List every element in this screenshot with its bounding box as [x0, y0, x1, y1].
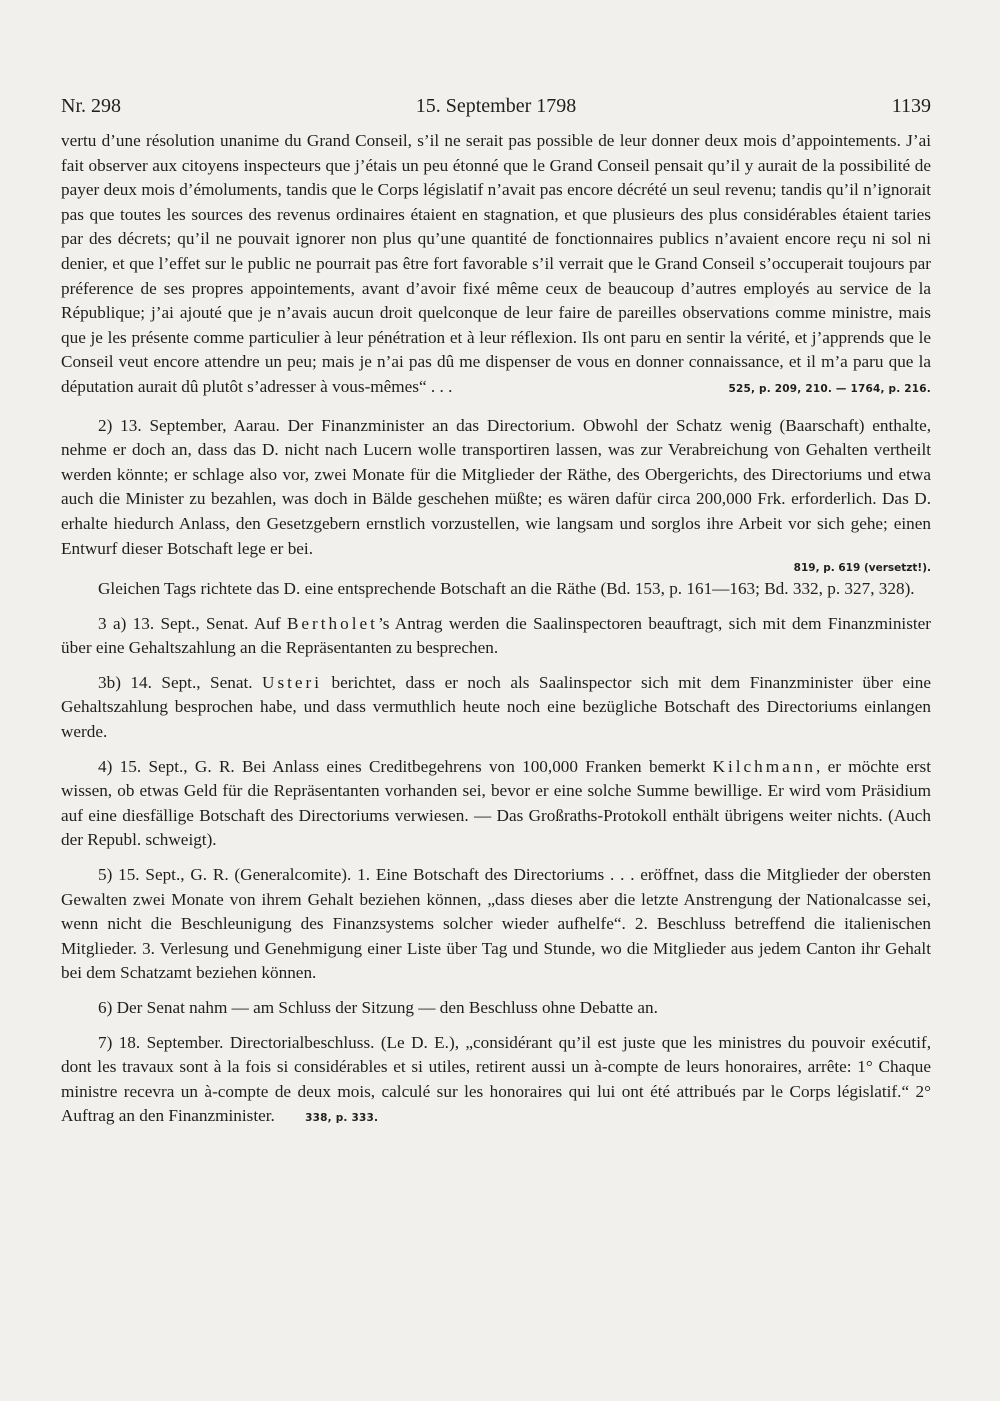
- paragraph-text: 2) 13. September, Aarau. Der Finanzminister an das Directorium. Obwohl der Schatz wenig (Baarschaft) enthalte, nehme er doch an, dass das D. nicht nach Lucern wolle transportiren lassen, was zur Verabreichung von Gehalten vertheilt werden könnte; er schlage also vor, zwei Monate für die Mitglieder der Räthe, des Obergerichts, des Directoriums und etwa auch die Minister zu bezahlen, was doch in Bälde geschehen müßte; es wären dafür circa 200,000 Frk. erforderlich. Das D. erhalte hiedurch Anlass, den Gesetzgebern ernstlich vorzustellen, wie langsam und sorglos ihre Arbeit vor sich gehe; einen Entwurf dieser Botschaft lege er bei.: [61, 415, 931, 558]
- source-reference: 338, p. 333.: [305, 1112, 379, 1125]
- paragraph-entry-6: [61, 996, 931, 1021]
- person-name: Kilchmann: [712, 756, 816, 776]
- paragraph-entry-3a: [61, 612, 931, 661]
- paragraph-entry-2: [61, 414, 931, 562]
- paragraph-text: 3 a) 13. Sept., Senat. Auf: [98, 613, 287, 633]
- paragraph-text: 3b) 14. Sept., Senat.: [98, 672, 263, 692]
- paragraph-text: berichtet, dass er noch als Saalinspector sich mit dem Finanzminister über eine Gehaltszahlung besprochen habe, und dass vermuthlich heute noch eine bezügliche Botschaft des Directoriums einlangen werde.: [61, 672, 931, 742]
- paragraph-entry-3b: [61, 671, 931, 745]
- source-reference: 819, p. 619 (versetzt!).: [793, 562, 931, 575]
- paragraph-text: 4) 15. Sept., G. R. Bei Anlass eines Creditbegehrens von 100,000 Franken bemerkt: [98, 756, 713, 776]
- page-header: [61, 95, 931, 125]
- paragraph-text: 6) Der Senat nahm — am Schluss der Sitzung — den Beschluss ohne Debatte an.: [98, 998, 658, 1017]
- paragraph-text: Gleichen Tags richtete das D. eine entsprechende Botschaft an die Räthe (Bd. 153, p. 161—163; Bd. 332, p. 327, 328).: [98, 579, 915, 599]
- paragraph-text: , er möchte erst wissen, ob etwas Geld für die Repräsentanten vorhanden sei, bevor er eine solche Summe bewillige. Er wird vom Präsidium auf eine diesfällige Botschaft des Directoriums verwiesen. — Das Großraths-Protokoll enthält übrigens weiter nichts. (Auch der Republ. schweigt).: [61, 756, 931, 850]
- document-number: Nr. 298: [61, 95, 121, 117]
- page-body: [61, 129, 931, 1131]
- paragraph-entry-7: [61, 1031, 931, 1131]
- paragraph-entry-5: [61, 863, 931, 986]
- paragraph-text: 5) 15. Sept., G. R. (Generalcomite). 1. Eine Botschaft des Directoriums . . . eröffnet, dass die Mitglieder der obersten Gewalten zwei Monate von ihrem Gehalt beziehen können, „dass dieses aber die letzte Anstrengung der Nationalcasse sei, wenn nicht die Beschleunigung des Finanzsystems solcher wieder aufhelfe“. 2. Beschluss betreffend die italienischen Mitglieder. 3. Verlesung und Genehmigung einer Liste über Tag und Stunde, wo die Mitglieder aus jedem Canton ihr Gehalt bei dem Schatzamt beziehen können.: [61, 865, 931, 983]
- paragraph-same-day: [61, 577, 931, 602]
- person-name: Usteri: [262, 672, 323, 692]
- source-reference: 525, p. 209, 210. — 1764, p. 216.: [728, 382, 931, 395]
- paragraph-text: ’s Antrag werden die Saalinspectoren beauftragt, sich mit dem Finanzminister über eine Gehaltszahlung an die Repräsentanten zu besprechen.: [61, 613, 932, 658]
- paragraph-text: 7) 18. September. Directorialbeschluss. (Le D. E.), „considérant qu’il est juste que les ministres du pouvoir exécutif, dont les travaux sont à la fois si considérables et si utiles, retirent aussi un à-compte de leurs honoraires, arrête: 1° Chaque ministre recevra un à-compte de deux mois, calculé sur les honoraires qui lui ont été attribués par le Corps législatif.“ 2° Auftrag an den Finanzminister.: [61, 1032, 931, 1126]
- paragraph-text: vertu d’une résolution unanime du Grand Conseil, s’il ne serait pas possible de leur donner deux mois d’appointements. J’ai fait observer aux citoyens inspecteurs que j’étais un peu étonné que le Grand Conseil pensait qu’il y aurait de la possibilité de payer deux mois d’émoluments, tandis que le Corps législatif n’avait pas encore décrété un seul revenu; tandis qu’il n’ignorait pas que toutes les sources des revenus ordinaires étaient en stagnation, et que plusieurs des plus considérables étaient taries par des décrets; qu’il ne pouvait ignorer non plus qu’une quantité de fonctionnaires publics n’avaient encore reçu ni sol ni denier, et que l’effet sur le public ne pourrait pas être fort favorable s’il verrait que le Grand Conseil s’occuperait toujours par préference de ses propres appointements, avant d’avoir fixé même ceux de beaucoup d’autres employés au service de la République; j’ai ajouté que je n’avais aucun droit quelconque de leur faire de pareilles observations comme ministre, mais que je les présente comme particulier à leur pénétration et à leur réflexion. Ils ont paru en sentir la vérité, et j’apprends que le Conseil veut encore attendre un peu; mais je n’ai pas dû me dispenser de vous en donner connaissance, et il m’a paru que la députation aurait dû plutôt s’adresser à vous-mêmes“ . . .: [61, 131, 931, 396]
- header-date: 15. September 1798: [415, 95, 577, 117]
- paragraph-entry-4: [61, 755, 931, 853]
- person-name: Bertholet: [286, 613, 378, 633]
- page-number: 1139: [891, 95, 931, 117]
- paragraph-letter-continuation: [61, 129, 931, 400]
